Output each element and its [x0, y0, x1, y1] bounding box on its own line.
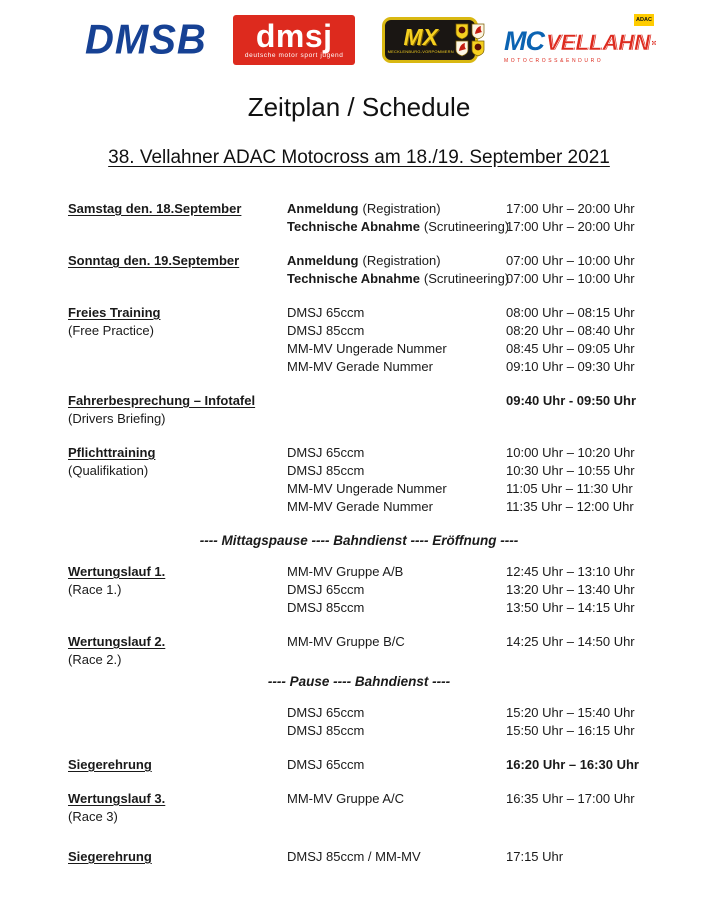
schedule-row: [68, 481, 662, 499]
section-sublabel: (Race 1.): [68, 582, 122, 597]
time-cell: 17:15 Uhr: [506, 849, 564, 864]
dmsj-logo-tagline: deutsche motor sport jugend: [244, 52, 344, 59]
schedule-block-nachmittag: [68, 705, 662, 741]
schedule-block-samstag: [68, 201, 662, 237]
section-label: Wertungslauf 1.: [68, 564, 166, 579]
time-cell: 11:05 Uhr – 11:30 Uhr: [506, 481, 633, 496]
section-label: Sonntag den. 19.September: [68, 253, 240, 268]
section-sublabel: (Free Practice): [68, 323, 154, 338]
schedule-row: [68, 723, 662, 741]
section-label: Samstag den. 18.September: [68, 201, 242, 216]
schedule-row: [68, 411, 662, 429]
schedule-table: [0, 201, 718, 867]
time-cell: 14:25 Uhr – 14:50 Uhr: [506, 634, 635, 649]
event-subtitle: 38. Vellahner ADAC Motocross am 18./19. September 2021: [108, 147, 610, 168]
time-cell: 13:20 Uhr – 13:40 Uhr: [506, 582, 635, 597]
section-label: Wertungslauf 3.: [68, 791, 166, 806]
mcv-logo-tagline: MOTOCROSS&ENDURO: [504, 58, 604, 64]
dmsb-logo: DMSB: [85, 16, 207, 64]
schedule-row: [68, 600, 662, 618]
activity-cell: DMSJ 85ccm: [287, 723, 365, 738]
time-cell: 07:00 Uhr – 10:00 Uhr: [506, 271, 635, 286]
activity-cell: MM-MV Ungerade Nummer: [287, 481, 447, 496]
schedule-block-siegerehrung-2: [68, 849, 662, 867]
activity-cell: MM-MV Gruppe A/C: [287, 791, 405, 806]
break-divider-mittagspause: ---- Mittagspause ---- Bahndienst ---- Eröffnung ----: [199, 533, 519, 548]
section-sublabel: (Drivers Briefing): [68, 411, 166, 426]
schedule-row: [68, 271, 662, 289]
time-cell: 10:00 Uhr – 10:20 Uhr: [506, 445, 635, 460]
section-label: Pflichttraining: [68, 445, 156, 460]
section-label: Siegerehrung: [68, 849, 152, 864]
time-cell: 08:00 Uhr – 08:15 Uhr: [506, 305, 635, 320]
mcv-logo-mc-text: MC: [504, 26, 544, 56]
dmsj-logo: [233, 15, 355, 65]
section-label: Fahrerbesprechung – Infotafel: [68, 393, 256, 408]
schedule-row: [68, 393, 662, 411]
activity-cell: MM-MV Gerade Nummer: [287, 499, 433, 514]
mcv-logo-vellahn-text: VELLAHN: [546, 30, 650, 55]
section-label: Freies Training: [68, 305, 161, 320]
schedule-row: [68, 305, 662, 323]
time-cell: 09:40 Uhr - 09:50 Uhr: [506, 393, 637, 408]
time-cell: 12:45 Uhr – 13:10 Uhr: [506, 564, 635, 579]
schedule-block-pflichttraining: [68, 445, 662, 517]
activity-cell: DMSJ 85ccm: [287, 323, 365, 338]
activity-cell: DMSJ 85ccm: [287, 600, 365, 615]
activity-cell: Anmeldung (Registration): [287, 253, 441, 268]
schedule-block-wertungslauf-3: [68, 791, 662, 827]
section-label: Siegerehrung: [68, 757, 152, 772]
schedule-row: [68, 652, 662, 670]
page-title: Zeitplan / Schedule: [247, 92, 471, 122]
schedule-row: [68, 219, 662, 237]
coat-of-arms-icon: [454, 22, 486, 58]
activity-cell: DMSJ 65ccm: [287, 757, 365, 772]
dmsj-logo-text: dmsj: [255, 18, 333, 54]
schedule-block-wertungslauf-1: [68, 564, 662, 618]
schedule-row: [68, 582, 662, 600]
schedule-row: [68, 757, 662, 775]
schedule-row: [68, 499, 662, 517]
schedule-block-siegerehrung-1: [68, 757, 662, 775]
section-sublabel: (Race 3): [68, 809, 118, 824]
schedule-row: [68, 849, 662, 867]
time-cell: 17:00 Uhr – 20:00 Uhr: [506, 201, 635, 216]
time-cell: 15:50 Uhr – 16:15 Uhr: [506, 723, 635, 738]
activity-cell: DMSJ 65ccm: [287, 305, 365, 320]
time-cell: 07:00 Uhr – 10:00 Uhr: [506, 253, 635, 268]
time-cell: 11:35 Uhr – 12:00 Uhr: [506, 499, 634, 514]
adac-badge-icon: ADAC: [634, 14, 654, 26]
schedule-block-freies-training: [68, 305, 662, 377]
activity-cell: MM-MV Gerade Nummer: [287, 359, 433, 374]
mx-mecklenburg-vorpommern-logo: [382, 17, 478, 63]
schedule-row: [68, 359, 662, 377]
schedule-row: [68, 791, 662, 809]
activity-cell: Technische Abnahme (Scrutineering): [287, 271, 510, 286]
activity-cell: DMSJ 65ccm: [287, 582, 365, 597]
schedule-row: [68, 564, 662, 582]
activity-cell: DMSJ 65ccm: [287, 445, 365, 460]
break-divider-pause: ---- Pause ---- Bahndienst ----: [267, 674, 451, 689]
activity-cell: DMSJ 85ccm / MM-MV: [287, 849, 421, 864]
schedule-row: [68, 445, 662, 463]
time-cell: 09:10 Uhr – 09:30 Uhr: [506, 359, 635, 374]
time-cell: 10:30 Uhr – 10:55 Uhr: [506, 463, 635, 478]
section-sublabel: (Race 2.): [68, 652, 122, 667]
schedule-block-fahrerbesprechung: [68, 393, 662, 429]
activity-cell: DMSJ 85ccm: [287, 463, 365, 478]
time-cell: 16:35 Uhr – 17:00 Uhr: [506, 791, 635, 806]
checkered-flag-icon: [652, 35, 656, 51]
mx-logo-tagline: MECKLENBURG-VORPOMMERN: [387, 49, 454, 54]
schedule-row: [68, 463, 662, 481]
activity-cell: DMSJ 65ccm: [287, 705, 365, 720]
activity-cell: MM-MV Gruppe A/B: [287, 564, 404, 579]
schedule-row: [68, 809, 662, 827]
section-sublabel: (Qualifikation): [68, 463, 149, 478]
activity-cell: Anmeldung (Registration): [287, 201, 441, 216]
time-cell: 08:20 Uhr – 08:40 Uhr: [506, 323, 635, 338]
schedule-row: [68, 705, 662, 723]
schedule-block-sonntag: [68, 253, 662, 289]
mc-vellahn-logo: [504, 14, 656, 66]
section-label: Wertungslauf 2.: [68, 634, 166, 649]
time-cell: 13:50 Uhr – 14:15 Uhr: [506, 600, 635, 615]
time-cell: 16:20 Uhr – 16:30 Uhr: [506, 757, 639, 772]
schedule-row: [68, 634, 662, 652]
activity-cell: MM-MV Gruppe B/C: [287, 634, 405, 649]
logo-header: [0, 0, 718, 68]
schedule-row: [68, 201, 662, 219]
schedule-block-wertungslauf-2: [68, 634, 662, 670]
time-cell: 17:00 Uhr – 20:00 Uhr: [506, 219, 635, 234]
activity-cell: Technische Abnahme (Scrutineering): [287, 219, 510, 234]
mx-logo-text: MX: [403, 24, 438, 50]
schedule-row: [68, 323, 662, 341]
schedule-row: [68, 253, 662, 271]
time-cell: 15:20 Uhr – 15:40 Uhr: [506, 705, 635, 720]
activity-cell: MM-MV Ungerade Nummer: [287, 341, 447, 356]
schedule-row: [68, 341, 662, 359]
time-cell: 08:45 Uhr – 09:05 Uhr: [506, 341, 635, 356]
